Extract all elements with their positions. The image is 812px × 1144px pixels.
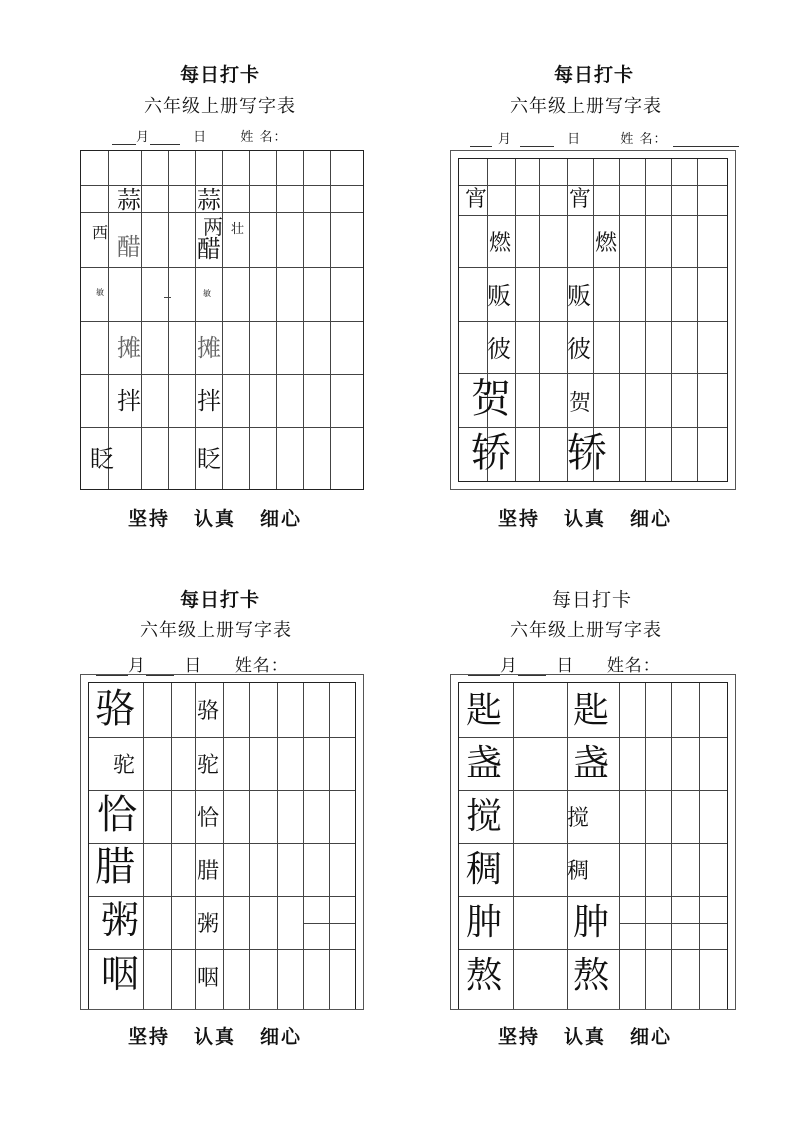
char-cell: 驼 <box>113 753 136 778</box>
date-name-line <box>468 651 661 676</box>
char-cell: 摊 <box>117 334 141 362</box>
motto <box>498 1022 696 1049</box>
char-cell: 贺 <box>569 391 592 416</box>
motto <box>128 1022 326 1049</box>
name-blank[interactable] <box>673 132 739 147</box>
month-label: 月 <box>136 130 151 145</box>
char-cell: 骆 <box>95 686 135 732</box>
motto-word: 认真 <box>564 508 607 530</box>
day-label: 日 <box>567 132 582 147</box>
motto-word: 坚持 <box>128 508 171 530</box>
char-cell: 搅 <box>466 796 503 837</box>
char-cell: 恰 <box>197 806 220 831</box>
char-cell: 肿 <box>573 902 610 943</box>
char-cell: 骆 <box>197 699 220 724</box>
motto-word: 坚持 <box>498 508 541 530</box>
char-cell: 蒜 <box>197 186 221 214</box>
char-cell: 贺 <box>471 376 511 422</box>
char-cell: 拌 <box>197 387 221 415</box>
char-cell: 贩 <box>567 282 591 310</box>
char-cell: 宵 <box>465 187 488 212</box>
motto <box>128 504 326 531</box>
char-cell: 宵 <box>569 187 592 212</box>
date-name-line <box>112 126 287 145</box>
motto-word: 认真 <box>194 1026 237 1048</box>
motto-word: 坚持 <box>498 1026 541 1048</box>
char-cell: 粥 <box>197 912 220 937</box>
char-cell: 燃 <box>595 231 618 256</box>
sheet-subtitle: 六年级上册写字表 <box>510 96 662 117</box>
char-cell: 拌 <box>117 387 141 415</box>
month-blank[interactable] <box>112 130 136 145</box>
char-cell: 醋 <box>197 235 221 263</box>
char-cell: 两 <box>203 215 223 239</box>
char-cell: 粥 <box>101 898 140 942</box>
char-cell: 稠 <box>567 859 590 884</box>
char-cell: 咽 <box>101 952 140 996</box>
char-cell: 彼 <box>487 335 511 363</box>
char-cell: 稠 <box>466 849 503 890</box>
day-label: 日 <box>193 130 208 145</box>
char-cell: 醋 <box>117 233 141 261</box>
month-label: 月 <box>128 656 146 676</box>
char-cell: 轿 <box>471 430 511 476</box>
writing-grid <box>80 150 364 490</box>
sheet-subtitle: 六年级上册写字表 <box>140 620 292 641</box>
char-cell: 咽 <box>197 966 220 991</box>
char-cell: 驼 <box>197 753 220 778</box>
char-cell: 熬 <box>466 955 503 996</box>
day-label: 日 <box>184 656 203 676</box>
char-cell: 肿 <box>466 902 503 943</box>
name-label: 姓名： <box>606 656 661 676</box>
day-label: 日 <box>556 656 575 676</box>
sheet-title: 每日打卡 <box>180 64 261 86</box>
char-cell: 壮 <box>231 222 245 237</box>
char-cell: 熬 <box>573 955 610 996</box>
char-cell: 蒜 <box>117 186 141 214</box>
char-cell: 匙 <box>466 690 503 731</box>
char-cell: 贩 <box>487 282 511 310</box>
sheet-subtitle: 六年级上册写字表 <box>144 96 296 117</box>
char-cell: 恰 <box>97 792 137 838</box>
date-name-line <box>470 128 739 147</box>
char-cell: 腊 <box>95 844 135 890</box>
char-cell: 搅 <box>567 806 590 831</box>
name-label: 姓名： <box>234 656 289 676</box>
motto-word: 认真 <box>194 508 237 530</box>
motto-word: 细心 <box>630 508 673 530</box>
motto-word: 认真 <box>564 1026 607 1048</box>
date-name-line <box>96 651 289 676</box>
sheet-subtitle: 六年级上册写字表 <box>510 620 662 641</box>
char-cell: 敏 <box>203 289 211 298</box>
writing-grid <box>458 682 728 1009</box>
day-blank[interactable] <box>150 130 180 145</box>
writing-grid <box>88 682 356 1009</box>
char-cell: 眨 <box>197 445 221 473</box>
month-blank[interactable] <box>470 132 492 147</box>
motto-word: 细心 <box>260 1026 303 1048</box>
motto-word: 坚持 <box>128 1026 171 1048</box>
char-cell: 盏 <box>466 743 503 784</box>
motto-word: 细心 <box>260 508 303 530</box>
name-label: 姓 名： <box>620 132 668 147</box>
char-cell: 燃 <box>489 231 512 256</box>
char-cell: 盏 <box>573 743 610 784</box>
name-label: 姓 名： <box>240 130 288 145</box>
sheet-title: 每日打卡 <box>552 589 633 611</box>
char-cell: 西 <box>92 223 109 242</box>
motto <box>498 504 696 531</box>
sheet-title: 每日打卡 <box>180 589 261 611</box>
month-label: 月 <box>500 656 518 676</box>
motto-word: 细心 <box>630 1026 673 1048</box>
writing-grid <box>458 158 728 482</box>
char-cell: 匙 <box>573 690 610 731</box>
day-blank[interactable] <box>520 132 554 147</box>
char-cell: 腊 <box>197 859 220 884</box>
char-cell: 彼 <box>567 335 591 363</box>
char-cell: 轿 <box>567 430 607 476</box>
sheet-title: 每日打卡 <box>554 64 635 86</box>
char-cell: 敏 <box>96 288 104 297</box>
month-label: 月 <box>498 132 513 147</box>
char-cell: 眨 <box>90 445 114 473</box>
char-cell: 摊 <box>197 334 221 362</box>
